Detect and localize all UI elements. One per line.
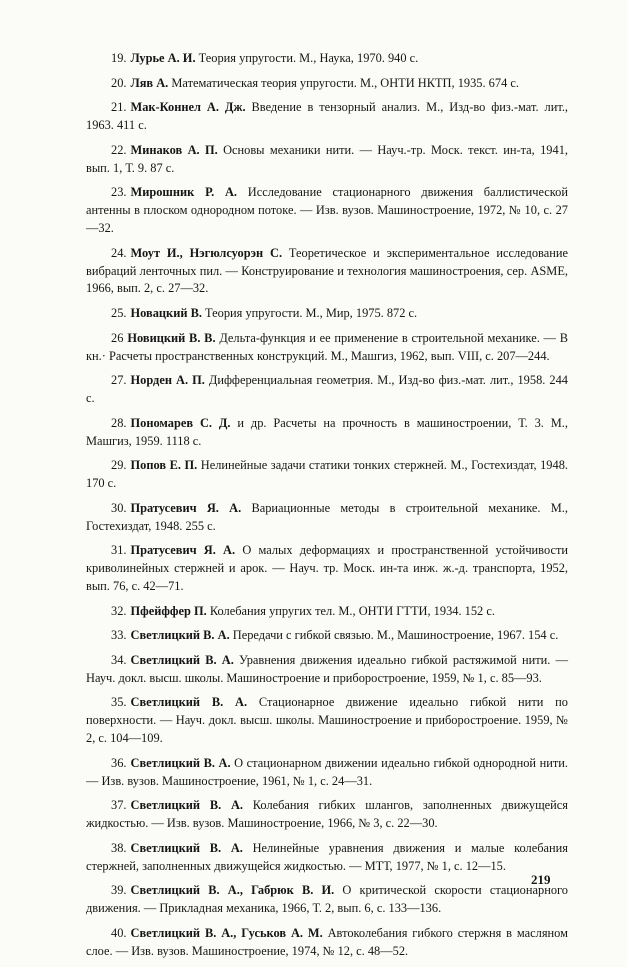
reference-author: Попов Е. П.: [130, 458, 198, 473]
reference-author: Светлицкий В. А.: [130, 798, 243, 813]
reference-item: [86, 925, 568, 961]
reference-text: О малых деформациях и пространственной устойчивости криволинейных стержней и арок. — Науч. тр. Моск. ин-та инж. ж.-д. транспорта, 1952, вып. 76, с. 42—71.: [86, 543, 568, 593]
reference-number: 29.: [111, 458, 127, 473]
reference-number: 39.: [111, 883, 127, 898]
reference-item: [86, 694, 568, 748]
reference-number: 21.: [111, 100, 127, 115]
reference-author: Светлицкий В. А., Габрюк В. И.: [130, 883, 335, 898]
reference-text: Стационарное движение идеально гибкой нити по поверхности. — Науч. докл. высш. школы. Машиностроение и приборостроение. 1959, № 2, с. 104—109.: [86, 695, 568, 745]
reference-author: Лурье А. И.: [130, 51, 196, 65]
reference-author: Норден А. П.: [130, 373, 205, 388]
reference-text: Колебания гибких шлангов, заполненных движущейся жидкостью. — Изв. вузов. Машиностроение, 1966, № 3, с. 22—30.: [86, 798, 568, 830]
reference-text: О стационарном движении идеально гибкой однородной нити. — Изв. вузов. Машиностроение, 1961, № 1, с. 24—31.: [86, 755, 568, 788]
reference-number: 26: [111, 330, 124, 345]
reference-item: [86, 457, 568, 493]
reference-number: 22.: [111, 142, 127, 157]
reference-item: [86, 330, 568, 366]
reference-number: 23.: [111, 185, 127, 200]
reference-author: Светлицкий В. А.: [130, 755, 231, 770]
reference-author: Пратусевич Я. А.: [130, 543, 236, 558]
reference-text: Нелинейные задачи статики тонких стержней. М., Гостехиздат, 1948. 170 с.: [86, 458, 568, 490]
reference-item: [86, 184, 568, 238]
reference-text: Автоколебания гибкого стержня в масляном слое. — Изв. вузов. Машиностроение, 1974, № 12, с. 48—52.: [86, 925, 568, 958]
reference-author: Ляв А.: [130, 75, 169, 90]
reference-number: 19.: [111, 51, 127, 65]
reference-number: 20.: [111, 75, 127, 90]
reference-number: 34.: [111, 652, 127, 667]
reference-author: Светлицкий В. А.: [130, 695, 248, 710]
reference-author: Новацкий В.: [130, 306, 202, 320]
reference-author: Светлицкий В. А.: [130, 628, 230, 643]
reference-text: Уравнения движения идеально гибкой растяжимой нити. — Науч. докл. высш. школы. Машиностроение и приборостроение, 1959, № 1, с. 85—93.: [86, 652, 568, 685]
reference-text: О критической скорости стационарного движения. — Прикладная механика, 1966, Т. 2, вып. 6, с. 133—136.: [86, 883, 568, 915]
reference-text: Передачи с гибкой связью. М., Машиностроение, 1967. 154 с.: [232, 628, 559, 643]
reference-item: [86, 245, 568, 299]
reference-author: Моут И., Нэгюлсуорэн С.: [130, 245, 283, 260]
reference-text: Дифференциальная геометрия. М., Изд-во физ.-мат. лит., 1958. 244 с.: [86, 373, 568, 405]
reference-number: 28.: [111, 415, 127, 430]
reference-number: 38.: [111, 840, 127, 855]
reference-number: 31.: [111, 543, 127, 558]
reference-text: Нелинейные уравнения движения и малые колебания стержней, заполненных движущейся жидкостью. — МТТ, 1977, № 1, с. 12—15.: [86, 840, 568, 873]
reference-text: Математическая теория упругости. М., ОНТИ НКТП, 1935. 674 с.: [171, 75, 519, 90]
reference-author: Новицкий В. В.: [127, 330, 216, 345]
reference-text: Исследование стационарного движения баллистической антенны в плоском однородном потоке. — Изв. вузов. Машиностроение, 1972, № 10, с. 27—32.: [86, 185, 568, 235]
reference-author: Мак-Коннел А. Дж.: [130, 100, 246, 115]
reference-author: Пономарев С. Д.: [130, 415, 231, 430]
reference-item: [86, 882, 568, 918]
reference-number: 40.: [111, 925, 127, 940]
reference-item: [86, 755, 568, 791]
reference-author: Мирошник Р. А.: [130, 185, 237, 200]
reference-item: [86, 603, 568, 621]
reference-number: 24.: [111, 245, 127, 260]
reference-item: [86, 797, 568, 833]
reference-text: Введение в тензорный анализ. М., Изд-во физ.-мат. лит., 1963. 411 с.: [86, 100, 569, 133]
reference-item: [86, 305, 568, 323]
page-number: 219: [531, 872, 551, 887]
reference-text: Вариационные методы в строительной механике. М., Гостехиздат, 1948. 255 с.: [86, 500, 568, 533]
reference-number: 27.: [111, 373, 127, 388]
reference-text: Дельта-функция и ее применение в строительной механике. — В кн.· Расчеты пространственных конструкций. М., Машгиз, 1962, вып. VIII, с. 207—244.: [86, 330, 568, 363]
reference-text: Теоретическое и экспериментальное исследование вибраций ленточных пил. — Конструирование и технология машиностроения, сер. ASME, 1966, вып. 2, с. 27—32.: [86, 245, 568, 296]
reference-item: [86, 500, 568, 536]
reference-number: 25.: [111, 306, 127, 320]
reference-item: [86, 840, 568, 876]
reference-item: [86, 372, 568, 408]
reference-number: 35.: [111, 695, 127, 710]
reference-text: и др. Расчеты на прочность в машиностроении, Т. 3. М., Машгиз, 1959. 1118 с.: [86, 415, 568, 448]
reference-author: Пратусевич Я. А.: [130, 500, 242, 515]
reference-item: [86, 415, 568, 451]
reference-author: Минаков А. П.: [130, 142, 218, 157]
reference-item: [86, 142, 568, 178]
reference-item: [86, 627, 568, 645]
reference-number: 30.: [111, 500, 127, 515]
reference-number: 37.: [111, 798, 127, 813]
reference-text: Теория упругости. М., Мир, 1975. 872 с.: [205, 306, 418, 320]
reference-author: Светлицкий В. А., Гуськов А. М.: [130, 925, 323, 940]
reference-text: Основы механики нити. — Науч.-тр. Моск. текст. ин-та, 1941, вып. 1, Т. 9. 87 с.: [86, 142, 568, 175]
reference-author: Пфейффер П.: [130, 603, 207, 618]
reference-item: [86, 75, 568, 93]
reference-author: Светлицкий В. А.: [130, 652, 234, 667]
reference-item: [86, 50, 568, 68]
reference-list: [86, 50, 568, 967]
reference-number: 32.: [111, 603, 127, 618]
reference-text: Колебания упругих тел. М., ОНТИ ГТТИ, 1934. 152 с.: [209, 603, 495, 618]
reference-text: Теория упругости. М., Наука, 1970. 940 с.: [198, 51, 419, 65]
reference-item: [86, 542, 568, 596]
reference-number: 33.: [111, 628, 127, 643]
reference-item: [86, 99, 568, 135]
reference-author: Светлицкий В. А.: [130, 840, 243, 855]
reference-item: [86, 652, 568, 688]
reference-number: 36.: [111, 755, 127, 770]
